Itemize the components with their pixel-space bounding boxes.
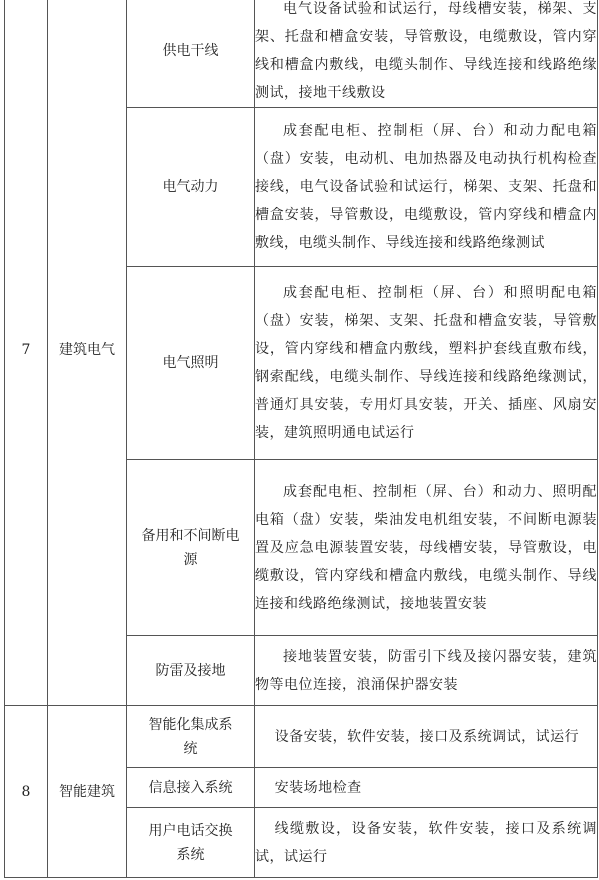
subgroup-name: 智能化集成系统 [127,706,255,768]
subgroup-name: 备用和不间断电源 [127,460,255,636]
group-name: 智能建筑 [48,706,127,878]
subgroup-content: 电气设备试验和试运行，母线槽安装，梯架、支架、托盘和槽盒安装，导管敷设，电缆敷设，管内穿线和槽盒内敷线，电缆头制作、导线连接和线路绝缘测试，接地干线敷设 [255,0,598,108]
subgroup-name: 电气照明 [127,267,255,460]
subgroup-content: 成套配电柜、控制柜（屏、台）和照明配电箱（盘）安装，梯架、支架、托盘和槽盒安装，导管敷设，管内穿线和槽盒内敷线，塑料护套线直敷布线，钢索配线，电缆头制作、导线连接和线路绝缘测试，普通灯具安装，专用灯具安装，开关、插座、风扇安装，建筑照明通电试运行 [255,267,598,460]
subgroup-name: 供电干线 [127,0,255,108]
subgroup-name: 用户电话交换系统 [127,808,255,878]
group-number: 8 [5,706,48,878]
group-number: 7 [5,0,48,706]
subgroup-name: 电气动力 [127,108,255,267]
group-name: 建筑电气 [48,0,127,706]
table-row [5,0,598,108]
subgroup-name: 防雷及接地 [127,636,255,706]
subgroup-content: 接地装置安装，防雷引下线及接闪器安装，建筑物等电位连接，浪涌保护器安装 [255,636,598,706]
subdivision-table [4,0,598,878]
subgroup-content: 设备安装，软件安装，接口及系统调试，试运行 [255,706,598,768]
table-row [5,706,598,768]
subgroup-content: 成套配电柜、控制柜（屏、台）和动力、照明配电箱（盘）安装，柴油发电机组安装，不间断电源装置及应急电源装置安装，母线槽安装，导管敷设，电缆敷设，管内穿线和槽盒内敷线，电缆头制作、导线连接和线路绝缘测试，接地装置安装 [255,460,598,636]
subgroup-content: 成套配电柜、控制柜（屏、台）和动力配电箱（盘）安装，电动机、电加热器及电动执行机构检查接线，电气设备试验和试运行，梯架、支架、托盘和槽盒安装，导管敷设，电缆敷设，管内穿线和槽盒内敷线，电缆头制作、导线连接和线路绝缘测试 [255,108,598,267]
subgroup-content: 安装场地检查 [255,768,598,808]
subgroup-name: 信息接入系统 [127,768,255,808]
subgroup-content: 线缆敷设，设备安装，软件安装，接口及系统调试，试运行 [255,808,598,878]
